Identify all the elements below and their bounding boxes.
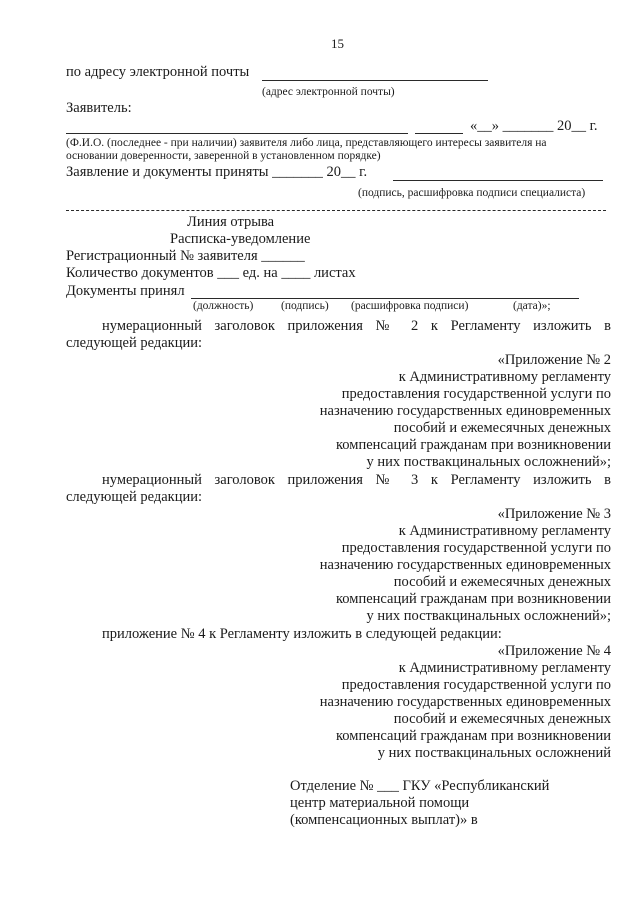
app4-line-4: назначению государственных единовременных	[319, 694, 611, 710]
receipt-caption-position: (должность)	[193, 300, 254, 312]
address-line-3: (компенсационных выплат)» в	[290, 812, 478, 828]
app2-line-6: компенсаций гражданам при возникновении	[336, 437, 611, 453]
app3-line-5: пособий и ежемесячных денежных	[393, 574, 611, 590]
receipt-title: Расписка-уведомление	[170, 231, 311, 247]
app2-line-4: назначению государственных единовременных	[319, 403, 611, 419]
email-caption: (адрес электронной почты)	[262, 86, 395, 98]
accepted-caption: (подпись, расшифровка подписи специалиста)	[358, 187, 586, 199]
amend2-line-1: нумерационный заголовок приложения № 2 к Регламенту изложить в	[102, 318, 611, 334]
app2-line-7: у них поствакцинальных осложнений»;	[366, 454, 611, 470]
app3-line-2: к Административному регламенту	[398, 523, 611, 539]
app3-line-7: у них поствакцинальных осложнений»;	[366, 608, 611, 624]
page-number: 15	[331, 36, 344, 51]
applicant-name-underline	[66, 133, 408, 134]
applicant-caption-1: (Ф.И.О. (последнее - при наличии) заявителя либо лица, представляющего интересы заявителя на	[66, 137, 547, 149]
email-label: по адресу электронной почты	[66, 64, 250, 80]
email-underline	[262, 80, 488, 81]
tear-line-label: Линия отрыва	[187, 214, 275, 230]
receipt-doc-count: Количество документов ___ ед. на ____ листах	[66, 265, 356, 281]
receipt-caption-decode: (расшифровка подписи)	[351, 300, 469, 312]
app3-line-6: компенсаций гражданам при возникновении	[336, 591, 611, 607]
receipt-caption-date: (дата)»;	[513, 300, 551, 312]
app4-line-5: пособий и ежемесячных денежных	[393, 711, 611, 727]
receipt-signature-underline	[191, 298, 579, 299]
app2-line-1: «Приложение № 2	[497, 352, 611, 368]
app2-line-2: к Административному регламенту	[398, 369, 611, 385]
accepted-label: Заявление и документы приняты _______ 20__ г.	[66, 164, 368, 180]
applicant-caption-2: основании доверенности, заверенной в установленном порядке)	[66, 150, 381, 162]
address-line-1: Отделение № ___ ГКУ «Республиканский	[290, 778, 550, 794]
app4-line-1: «Приложение № 4	[497, 643, 611, 659]
app4-line-7: у них поствакцинальных осложнений	[377, 745, 611, 761]
app2-line-5: пособий и ежемесячных денежных	[393, 420, 611, 436]
accepted-signature-underline	[393, 180, 603, 181]
amend3-line-1: нумерационный заголовок приложения № 3 к Регламенту изложить в	[102, 472, 611, 488]
receipt-accepted-by: Документы принял	[66, 283, 185, 299]
app4-line-6: компенсаций гражданам при возникновении	[336, 728, 611, 744]
applicant-date: «__» _______ 20__ г.	[470, 118, 598, 134]
applicant-label: Заявитель:	[66, 100, 132, 116]
applicant-extra-underline	[415, 133, 463, 134]
address-line-2: центр материальной помощи	[290, 795, 470, 811]
amend4-line: приложение № 4 к Регламенту изложить в следующей редакции:	[102, 626, 502, 642]
amend3-line-2: следующей редакции:	[66, 489, 203, 505]
app3-line-4: назначению государственных единовременных	[319, 557, 611, 573]
app2-line-3: предоставления государственной услуги по	[341, 386, 611, 402]
receipt-reg-number: Регистрационный № заявителя ______	[66, 248, 305, 264]
app3-line-3: предоставления государственной услуги по	[341, 540, 611, 556]
tear-line-rule	[66, 210, 606, 211]
app3-line-1: «Приложение № 3	[497, 506, 611, 522]
app4-line-3: предоставления государственной услуги по	[341, 677, 611, 693]
amend2-line-2: следующей редакции:	[66, 335, 203, 351]
app4-line-2: к Административному регламенту	[398, 660, 611, 676]
receipt-caption-signature: (подпись)	[281, 300, 329, 312]
